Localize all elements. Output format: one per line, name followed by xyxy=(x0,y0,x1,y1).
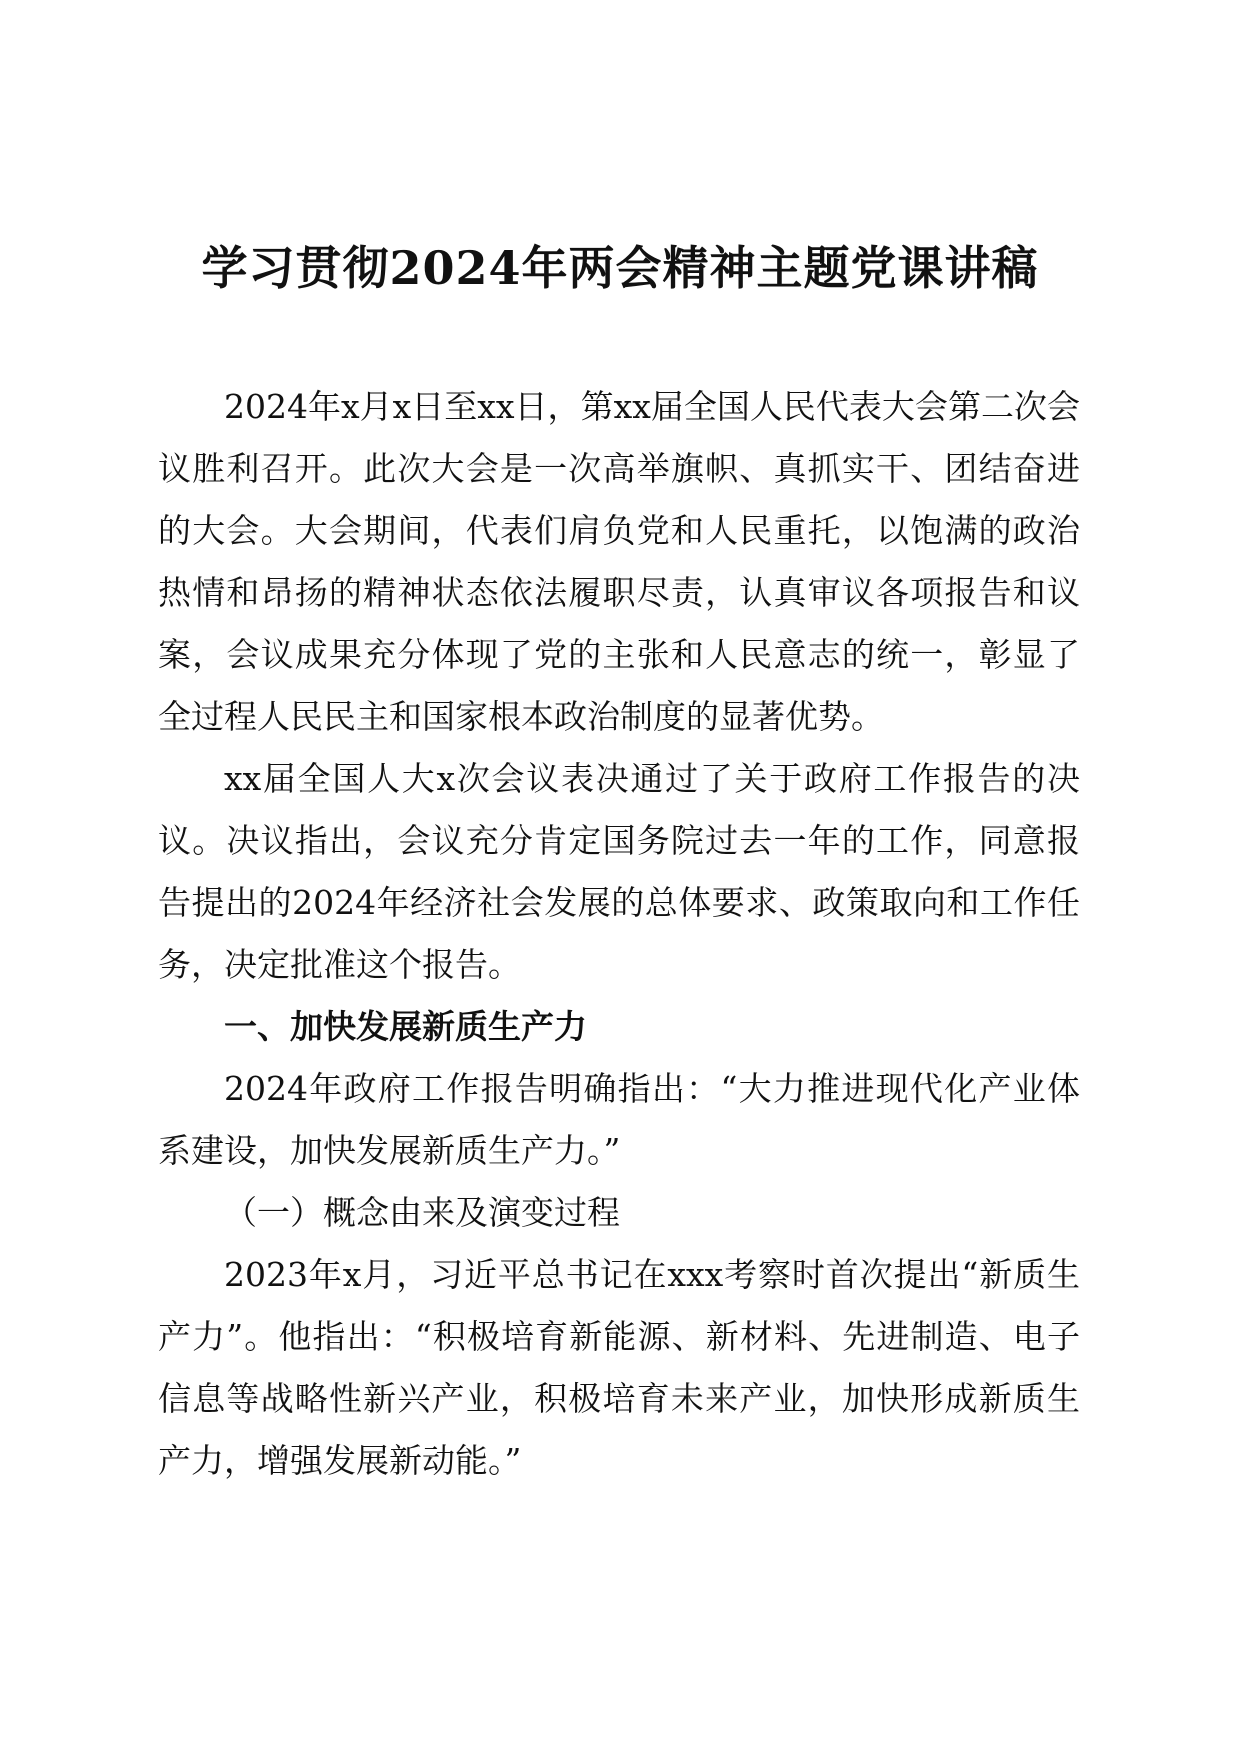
paragraph-intro: 2024年x月x日至xx日，第xx届全国人民代表大会第二次会议胜利召开。此次大会是一次高举旗帜、真抓实干、团结奋进的大会。大会期间，代表们肩负党和人民重托，以饱满的政治热情和昂扬的精神状态依法履职尽责，认真审议各项报告和议案，会议成果充分体现了党的主张和人民意志的统一，彰显了全过程人民民主和国家根本政治制度的显著优势。 xyxy=(158,387,1080,736)
paragraph-concept-origin: 2023年x月，习近平总书记在xxx考察时首次提出“新质生产力”。他指出：“积极培育新能源、新材料、先进制造、电子信息等战略性新兴产业，积极培育未来产业，加快形成新质生产力，增强发展新动能。” xyxy=(158,1255,1080,1480)
section-heading-1: 一、加快发展新质生产力 xyxy=(224,1007,587,1046)
document-body xyxy=(158,376,1080,1492)
paragraph-resolution: xx届全国人大x次会议表决通过了关于政府工作报告的决议。决议指出，会议充分肯定国务院过去一年的工作，同意报告提出的2024年经济社会发展的总体要求、政策取向和工作任务，决定批准这个报告。 xyxy=(158,759,1080,984)
document-title: 学习贯彻2024年两会精神主题党课讲稿 xyxy=(201,241,1039,295)
paragraph-report-quote: 2024年政府工作报告明确指出：“大力推进现代化产业体系建设，加快发展新质生产力。” xyxy=(158,1069,1080,1170)
subsection-heading-1: （一）概念由来及演变过程 xyxy=(224,1193,620,1232)
